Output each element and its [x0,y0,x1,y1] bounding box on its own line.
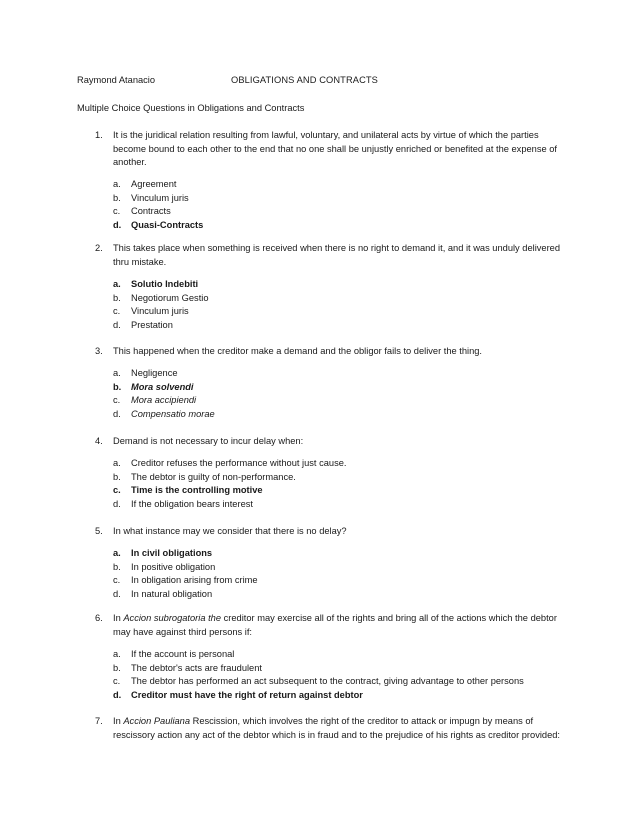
question-5 [95,525,565,539]
answer-option [113,394,573,408]
option-text: In civil obligations [131,548,213,558]
question-number: 7. [95,716,103,726]
option-text: Agreement [131,179,177,189]
option-letter: b. [113,292,121,303]
question-text-part: In [113,613,124,623]
option-text: Negotiorum Gestio [131,292,209,303]
question-text [113,715,565,742]
question-text: This happened when the creditor make a demand and the obligor fails to deliver the thing. [113,346,483,356]
option-text: Solutio Indebiti [131,279,199,289]
option-text: Mora solvendi [131,381,194,392]
author-name: Raymond Atanacio [77,75,156,85]
option-letter: a. [113,649,121,659]
option-letter: d. [113,319,121,330]
option-text: Vinculum juris [131,306,189,317]
question-2 [95,242,565,269]
answer-option [113,205,573,219]
question-1 [95,129,565,170]
option-letter: d. [113,689,122,700]
option-letter: b. [113,662,121,673]
option-text: The debtor's acts are fraudulent [131,662,262,673]
option-text: The debtor has performed an act subsequent to the contract, giving advantage to other persons [131,676,524,687]
answer-option [113,471,573,485]
option-letter: b. [113,192,121,203]
answer-option [113,498,573,512]
answer-option [113,319,573,333]
option-letter: c. [113,306,121,317]
question-number: 6. [95,613,103,623]
option-letter: a. [113,548,121,558]
option-text: Quasi-Contracts [131,219,204,230]
question-text: It is the juridical relation resulting from lawful, voluntary, and unilateral acts by virtue of which the parties become bound to each other to the end that no one shall be unjustly enriched or benefited at the expense of another. [113,130,557,168]
answer-option [113,367,573,381]
answer-options [113,278,573,332]
option-text: In positive obligation [131,561,216,572]
answer-options [113,648,573,702]
option-text: In natural obligation [131,588,213,599]
question-text-part: In [113,716,124,726]
question-number: 5. [95,526,103,536]
answer-option-correct [113,381,573,395]
question-4 [95,435,565,449]
question-text-part: Accion Pauliana [123,716,191,726]
answer-option [113,648,573,662]
question-number: 2. [95,243,103,253]
option-letter: b. [113,381,122,392]
answer-options [113,178,573,232]
answer-option [113,305,573,319]
answer-option-correct [113,689,573,703]
answer-option [113,662,573,676]
option-text: Time is the controlling motive [131,485,263,496]
answer-option [113,178,573,192]
option-letter: c. [113,485,121,496]
question-text [113,612,565,639]
document-subtitle: Multiple Choice Questions in Obligations and Contracts [77,103,305,113]
option-letter: a. [113,179,121,189]
question-6 [95,612,565,639]
question-text: In what instance may we consider that there is no delay? [113,526,347,536]
question-text-part: Accion subrogatoria the [123,613,222,623]
option-text: Prestation [131,319,173,330]
option-letter: d. [113,498,121,509]
answer-option-correct [113,219,573,233]
option-letter: a. [113,368,121,378]
question-3 [95,345,565,359]
answer-option [113,588,573,602]
option-text: Vinculum juris [131,192,189,203]
option-text: Creditor refuses the performance without just cause. [131,458,347,468]
answer-option-correct [113,278,573,292]
option-letter: c. [113,206,121,217]
option-text: Mora accipiendi [131,395,197,406]
document-title: OBLIGATIONS AND CONTRACTS [231,75,378,85]
question-text-part: creditor may exercise all of the rights and bring all of the actions which the debtor may have against third persons if: [113,613,557,637]
option-letter: d. [113,588,121,599]
question-text: This takes place when something is received when there is no right to demand it, and it was unduly delivered thru mistake. [113,243,561,267]
answer-option-correct [113,484,573,498]
question-text: Demand is not necessary to incur delay when: [113,436,304,446]
document-header [77,75,577,89]
answer-option [113,574,573,588]
option-text: Creditor must have the right of return against debtor [131,689,363,700]
option-text: Contracts [131,206,171,217]
option-text: Negligence [131,368,178,378]
answer-options [113,547,573,601]
option-text: If the obligation bears interest [131,498,253,509]
option-letter: b. [113,561,121,572]
option-text: The debtor is guilty of non-performance. [131,471,296,482]
option-text: Compensatio morae [131,408,215,419]
option-letter: c. [113,676,121,687]
answer-options [113,367,573,421]
option-letter: d. [113,219,122,230]
option-letter: d. [113,408,121,419]
answer-option [113,457,573,471]
question-7 [95,715,565,742]
option-text: If the account is personal [131,649,235,659]
option-text: In obligation arising from crime [131,575,258,586]
answer-options [113,457,573,511]
question-number: 4. [95,436,103,446]
answer-option [113,561,573,575]
option-letter: a. [113,458,121,468]
question-number: 3. [95,346,103,356]
option-letter: b. [113,471,121,482]
question-number: 1. [95,130,103,140]
question-text-part: Rescission, which involves the right of the creditor to attack or impugn by means of rescissory action any act of the debtor which is in fraud and to the prejudice of his rights as creditor provided: [113,716,560,740]
answer-option [113,192,573,206]
option-letter: c. [113,575,121,586]
answer-option [113,292,573,306]
answer-option-correct [113,547,573,561]
answer-option [113,675,573,689]
option-letter: a. [113,279,121,289]
option-letter: c. [113,395,121,406]
answer-option [113,408,573,422]
